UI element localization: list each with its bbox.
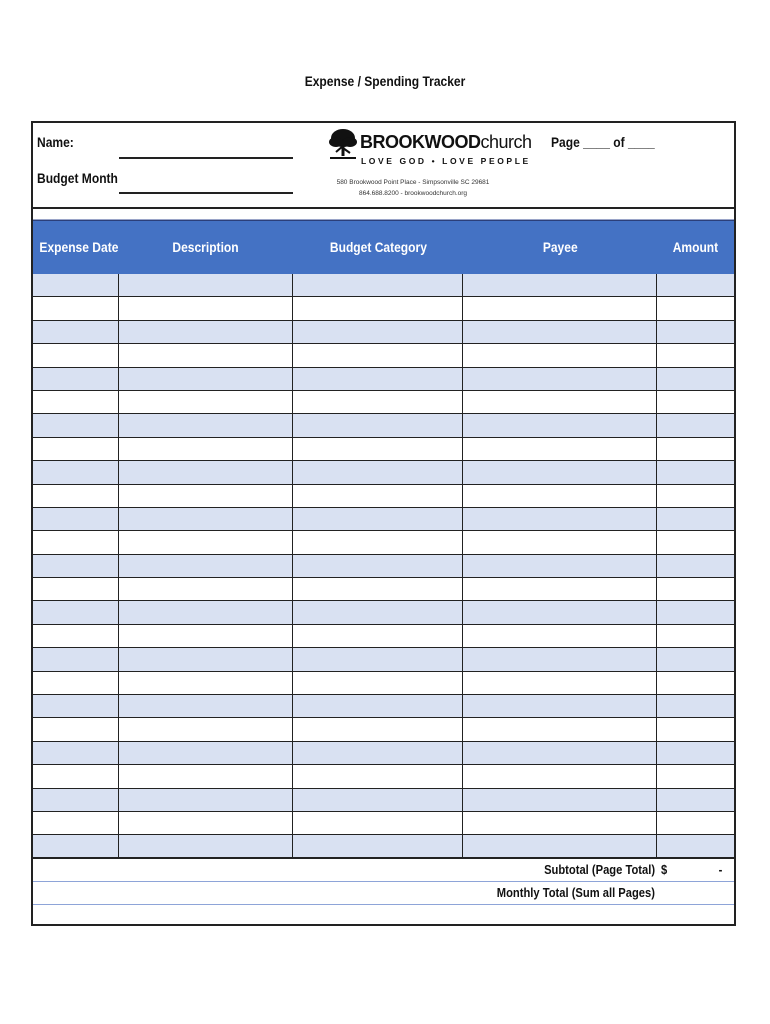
description-cell[interactable] [119,695,293,717]
payee-cell[interactable] [463,274,657,296]
totals-divider-1 [33,881,734,882]
amount-cell[interactable] [657,321,734,343]
amount-cell[interactable] [657,485,734,507]
name-label: Name: [37,134,74,150]
budget-category-cell[interactable] [293,812,463,834]
table-row [33,438,734,461]
expense-date-cell[interactable] [33,485,119,507]
header-divider [33,209,734,220]
payee-cell[interactable] [463,368,657,390]
payee-cell[interactable] [463,485,657,507]
expense-date-cell[interactable] [33,625,119,647]
budget-category-cell[interactable] [293,765,463,787]
amount-cell[interactable] [657,672,734,694]
description-cell[interactable] [119,321,293,343]
amount-cell[interactable] [657,765,734,787]
budget-category-cell[interactable] [293,718,463,740]
expense-date-cell[interactable] [33,765,119,787]
expense-date-cell[interactable] [33,601,119,623]
expense-date-cell[interactable] [33,789,119,811]
expense-date-cell[interactable] [33,297,119,319]
description-cell[interactable] [119,438,293,460]
payee-cell[interactable] [463,321,657,343]
table-row [33,648,734,671]
table-row [33,485,734,508]
description-cell[interactable] [119,531,293,553]
expense-date-cell[interactable] [33,274,119,296]
description-cell[interactable] [119,508,293,530]
budget-category-cell[interactable] [293,321,463,343]
monthly-total-label: Monthly Total (Sum all Pages) [496,885,655,900]
totals-divider-2 [33,904,734,905]
amount-cell[interactable] [657,531,734,553]
amount-cell[interactable] [657,578,734,600]
subtotal-value[interactable]: - [718,862,723,877]
budget-category-cell[interactable] [293,742,463,764]
budget-category-cell[interactable] [293,695,463,717]
description-cell[interactable] [119,274,293,296]
payee-cell[interactable] [463,835,657,857]
description-cell[interactable] [119,625,293,647]
church-tagline: LOVE GOD • LOVE PEOPLE [361,156,531,166]
budget-category-cell[interactable] [293,555,463,577]
table-row [33,321,734,344]
table-row [33,531,734,554]
expense-date-cell[interactable] [33,812,119,834]
col-expense-date: Expense Date [39,239,119,255]
tree-icon [328,128,358,164]
table-row [33,368,734,391]
expense-date-cell[interactable] [33,508,119,530]
church-contact: 864.688.8200 - brookwoodchurch.org [358,190,468,197]
sheet-header [33,123,734,209]
amount-cell[interactable] [657,625,734,647]
description-cell[interactable] [119,297,293,319]
description-cell[interactable] [119,344,293,366]
description-cell[interactable] [119,578,293,600]
budget-category-cell[interactable] [293,344,463,366]
budget-category-cell[interactable] [293,625,463,647]
budget-category-cell[interactable] [293,648,463,670]
table-row [33,695,734,718]
amount-cell[interactable] [657,344,734,366]
description-cell[interactable] [119,601,293,623]
description-cell[interactable] [119,391,293,413]
amount-cell[interactable] [657,297,734,319]
amount-cell[interactable] [657,555,734,577]
payee-cell[interactable] [463,625,657,647]
budget-category-cell[interactable] [293,485,463,507]
amount-cell[interactable] [657,601,734,623]
amount-cell[interactable] [657,812,734,834]
payee-cell[interactable] [463,344,657,366]
amount-cell[interactable] [657,461,734,483]
amount-cell[interactable] [657,274,734,296]
table-row [33,835,734,858]
amount-cell[interactable] [657,789,734,811]
table-row [33,718,734,741]
subtotal-label: Subtotal (Page Total) [544,862,655,877]
description-cell[interactable] [119,812,293,834]
amount-cell[interactable] [657,718,734,740]
budget-category-cell[interactable] [293,508,463,530]
expense-date-cell[interactable] [33,742,119,764]
description-cell[interactable] [119,672,293,694]
payee-cell[interactable] [463,508,657,530]
expense-date-cell[interactable] [33,321,119,343]
table-row [33,344,734,367]
payee-cell[interactable] [463,555,657,577]
currency-symbol: $ [661,862,668,877]
church-brand: BROOKWOODchurch [360,132,532,152]
budget-category-cell[interactable] [293,438,463,460]
table-row [33,672,734,695]
amount-cell[interactable] [657,508,734,530]
description-cell[interactable] [119,414,293,436]
budget-category-cell[interactable] [293,578,463,600]
payee-cell[interactable] [463,765,657,787]
description-cell[interactable] [119,648,293,670]
budget-category-cell[interactable] [293,414,463,436]
expense-date-cell[interactable] [33,531,119,553]
budget-category-cell[interactable] [293,461,463,483]
amount-cell[interactable] [657,695,734,717]
table-row [33,578,734,601]
payee-cell[interactable] [463,391,657,413]
description-cell[interactable] [119,789,293,811]
payee-cell[interactable] [463,297,657,319]
expense-date-cell[interactable] [33,461,119,483]
table-header [33,220,734,275]
expense-sheet [31,121,736,926]
expense-rows [33,274,734,859]
payee-cell[interactable] [463,648,657,670]
budget-month-label: Budget Month [37,170,118,186]
expense-date-cell[interactable] [33,391,119,413]
description-cell[interactable] [119,368,293,390]
budget-category-cell[interactable] [293,672,463,694]
budget-category-cell[interactable] [293,531,463,553]
payee-cell[interactable] [463,742,657,764]
expense-date-cell[interactable] [33,695,119,717]
col-payee: Payee [542,239,578,255]
budget-category-cell[interactable] [293,789,463,811]
amount-cell[interactable] [657,368,734,390]
table-row [33,555,734,578]
budget-category-cell[interactable] [293,391,463,413]
budget-category-cell[interactable] [293,274,463,296]
budget-category-cell[interactable] [293,368,463,390]
expense-date-cell[interactable] [33,368,119,390]
budget-category-cell[interactable] [293,601,463,623]
description-cell[interactable] [119,742,293,764]
table-row [33,742,734,765]
description-cell[interactable] [119,555,293,577]
table-row [33,601,734,624]
page-title: Expense / Spending Tracker [304,73,466,89]
amount-cell[interactable] [657,391,734,413]
amount-cell[interactable] [657,438,734,460]
description-cell[interactable] [119,461,293,483]
table-row [33,625,734,648]
amount-cell[interactable] [657,835,734,857]
description-cell[interactable] [119,835,293,857]
table-row [33,274,734,297]
payee-cell[interactable] [463,718,657,740]
payee-cell[interactable] [463,438,657,460]
budget-category-cell[interactable] [293,835,463,857]
expense-date-cell[interactable] [33,414,119,436]
payee-cell[interactable] [463,672,657,694]
table-row [33,391,734,414]
amount-cell[interactable] [657,414,734,436]
payee-cell[interactable] [463,578,657,600]
col-budget-category: Budget Category [329,239,427,255]
totals-section [33,857,734,928]
table-row [33,812,734,835]
expense-date-cell[interactable] [33,835,119,857]
expense-date-cell[interactable] [33,718,119,740]
payee-cell[interactable] [463,695,657,717]
payee-cell[interactable] [463,414,657,436]
budget-category-cell[interactable] [293,297,463,319]
amount-cell[interactable] [657,648,734,670]
budget-month-field[interactable] [119,192,293,194]
name-field[interactable] [119,157,293,159]
table-row [33,414,734,437]
payee-cell[interactable] [463,461,657,483]
table-row [33,789,734,812]
church-address: 580 Brookwood Point Place - Simpsonville SC 29681 [336,179,490,186]
payee-cell[interactable] [463,812,657,834]
table-row [33,765,734,788]
description-cell[interactable] [119,765,293,787]
expense-date-cell[interactable] [33,672,119,694]
expense-date-cell[interactable] [33,648,119,670]
page-number-label: Page ____ of ____ [551,134,655,150]
table-row [33,461,734,484]
expense-date-cell[interactable] [33,555,119,577]
amount-cell[interactable] [657,742,734,764]
expense-date-cell[interactable] [33,344,119,366]
expense-date-cell[interactable] [33,578,119,600]
description-cell[interactable] [119,718,293,740]
description-cell[interactable] [119,485,293,507]
payee-cell[interactable] [463,601,657,623]
payee-cell[interactable] [463,531,657,553]
col-amount: Amount [672,239,719,255]
table-row [33,297,734,320]
payee-cell[interactable] [463,789,657,811]
col-description: Description [172,239,240,255]
church-logo [328,126,532,202]
table-row [33,508,734,531]
expense-date-cell[interactable] [33,438,119,460]
